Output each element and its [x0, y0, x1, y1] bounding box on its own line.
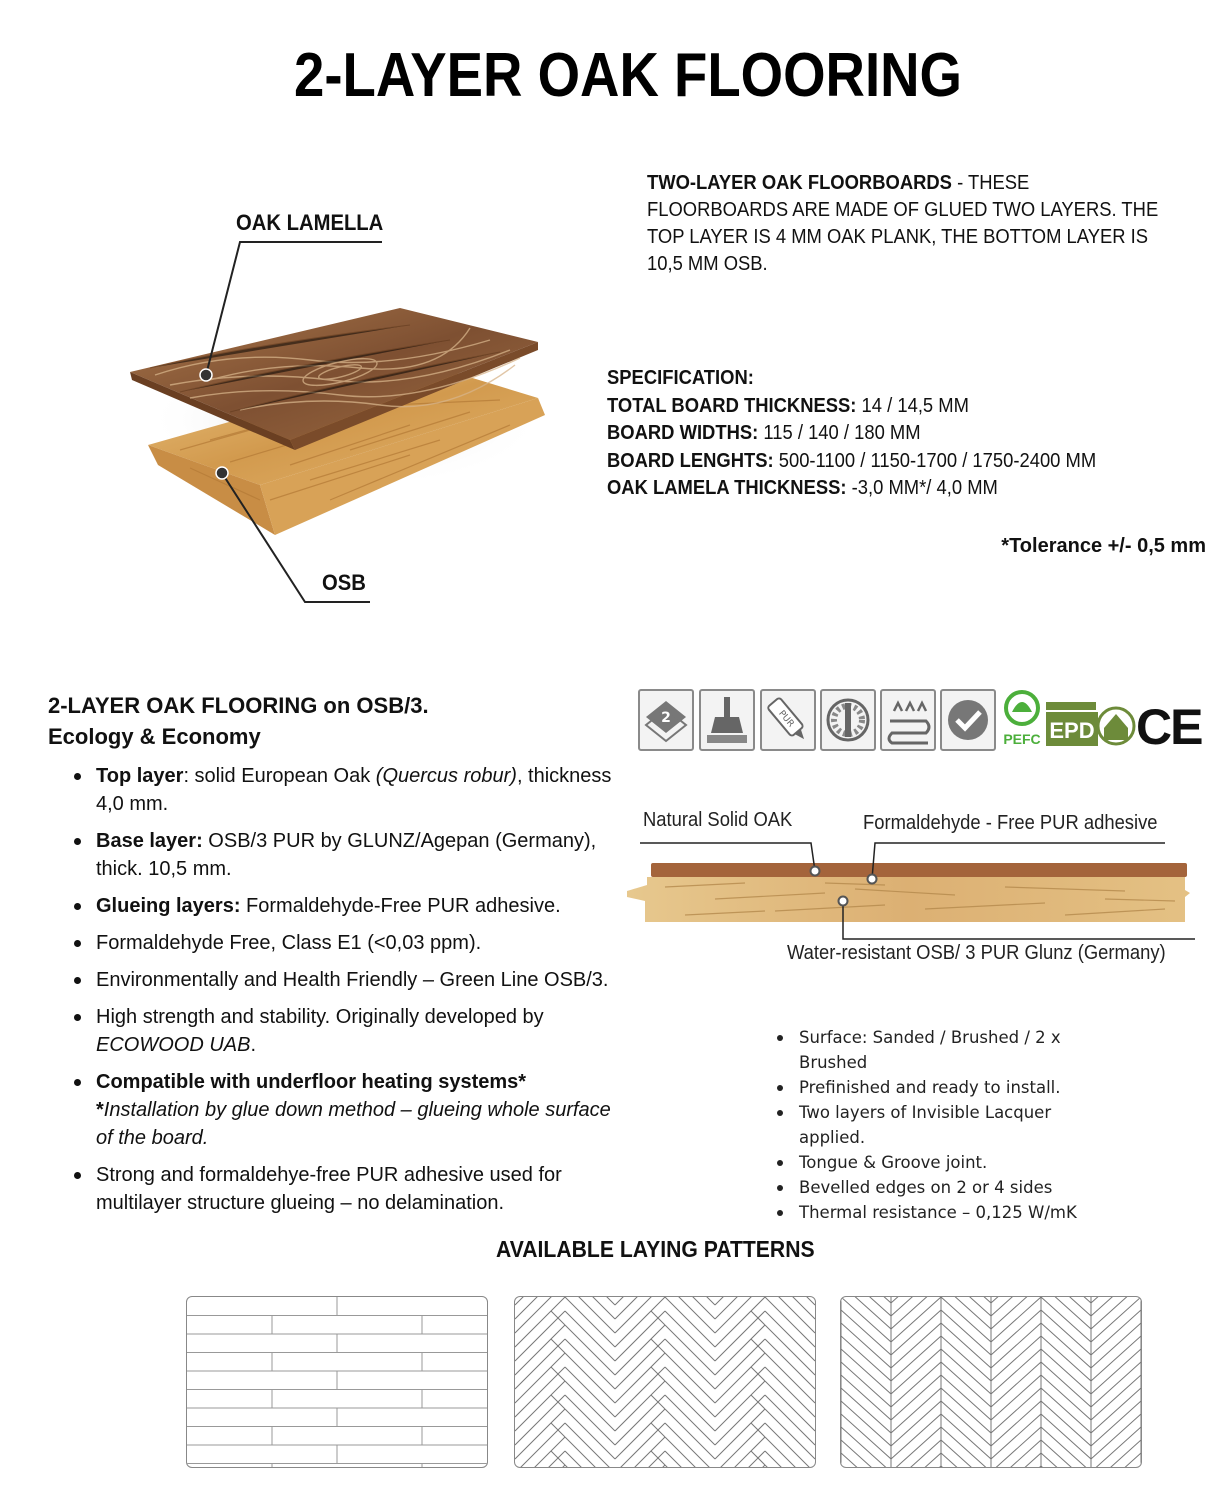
ce-mark-icon: CE	[1136, 699, 1202, 755]
eco-heading	[48, 690, 429, 752]
list-item: Tongue & Groove joint.	[775, 1150, 1115, 1175]
pur-glue-icon	[760, 689, 816, 751]
spec-row: TOTAL BOARD THICKNESS: 14 / 14,5 MM	[607, 394, 969, 417]
list-item: Two layers of Invisible Lacquer applied.	[775, 1100, 1115, 1150]
pattern-plank	[186, 1296, 488, 1468]
spec-row: BOARD WIDTHS: 115 / 140 / 180 MM	[607, 422, 921, 444]
specification-block	[607, 365, 1159, 503]
list-item: Prefinished and ready to install.	[775, 1075, 1115, 1100]
pur-badge-text: PUR	[776, 708, 796, 730]
pefc-logo-icon	[998, 688, 1046, 754]
features-list	[48, 762, 613, 1226]
list-item: Compatible with underfloor heating systems* *Installation by glue down method – glueing whole surface of the board.	[48, 1068, 613, 1152]
oak-layer	[651, 863, 1187, 877]
intro-body: - THESE FLOORBOARDS ARE MADE OF GLUED TWO LAYERS. THE TOP LAYER IS 4 MM OAK PLANK, THE BOTTOM LAYER IS 10,5 MM OSB.	[647, 172, 1159, 275]
pefc-text: PEFC	[1003, 731, 1041, 747]
list-item: High strength and stability. Originally developed by ECOWOOD UAB.	[48, 1003, 613, 1059]
spec-heading: SPECIFICATION:	[607, 367, 754, 389]
board-exploded-diagram	[110, 200, 570, 620]
intro-bold: TWO-LAYER OAK FLOORBOARDS	[647, 172, 952, 194]
brush-icon	[699, 689, 755, 751]
layer-badge-text: 2	[661, 710, 671, 726]
list-item: Formaldehyde Free, Class E1 (<0,03 ppm).	[48, 929, 613, 957]
list-item: Bevelled edges on 2 or 4 sides	[775, 1175, 1115, 1200]
underfloor-heating-icon	[880, 689, 936, 751]
list-item: Environmentally and Health Friendly – Green Line OSB/3.	[48, 966, 613, 994]
two-layer-icon	[638, 689, 694, 751]
list-item: Glueing layers: Formaldehyde-Free PUR adhesive.	[48, 892, 613, 920]
pattern-chevron	[840, 1296, 1142, 1468]
patterns-heading: AVAILABLE LAYING PATTERNS	[496, 1236, 815, 1262]
page-title: 2-LAYER OAK FLOORING	[294, 41, 962, 110]
eco-heading-line1: 2-LAYER OAK FLOORING on OSB/3.	[48, 693, 429, 718]
natural-oak-callout: Natural Solid OAK	[643, 809, 793, 831]
spec-row: BOARD LENGHTS: 500-1100 / 1150-1700 / 1750-2400 MM	[607, 449, 1097, 472]
intro-text	[647, 170, 1162, 278]
eco-heading-line2: Ecology & Economy	[48, 724, 261, 749]
epd-text: EPD	[1049, 718, 1095, 743]
osb-label: OSB	[322, 570, 366, 595]
list-item: Base layer: OSB/3 PUR by GLUNZ/Agepan (Germany), thick. 10,5 mm.	[48, 827, 613, 883]
moisture-gauge-icon	[820, 689, 876, 751]
oak-lamella-label: OAK LAMELLA	[236, 210, 384, 235]
checkmark-icon	[940, 689, 996, 751]
list-item: Surface: Sanded / Brushed / 2 x Brushed	[775, 1025, 1115, 1075]
pattern-herringbone	[514, 1296, 816, 1468]
surface-features-list	[775, 1025, 1115, 1225]
list-item: Strong and formaldehye-free PUR adhesive used for multilayer structure glueing – no delamination.	[48, 1161, 613, 1217]
list-item: Top layer: solid European Oak (Quercus robur), thickness 4,0 mm.	[48, 762, 613, 818]
adhesive-callout: Formaldehyde - Free PUR adhesive	[863, 812, 1158, 834]
epd-logo-icon	[1046, 700, 1136, 756]
tolerance-note: *Tolerance +/- 0,5 mm	[1001, 535, 1206, 557]
list-item: Thermal resistance – 0,125 W/mK	[775, 1200, 1115, 1225]
spec-row: OAK LAMELA THICKNESS: -3,0 MM*/ 4,0 MM	[607, 477, 998, 499]
osb-callout: Water-resistant OSB/ 3 PUR Glunz (Germany)	[787, 942, 1166, 964]
